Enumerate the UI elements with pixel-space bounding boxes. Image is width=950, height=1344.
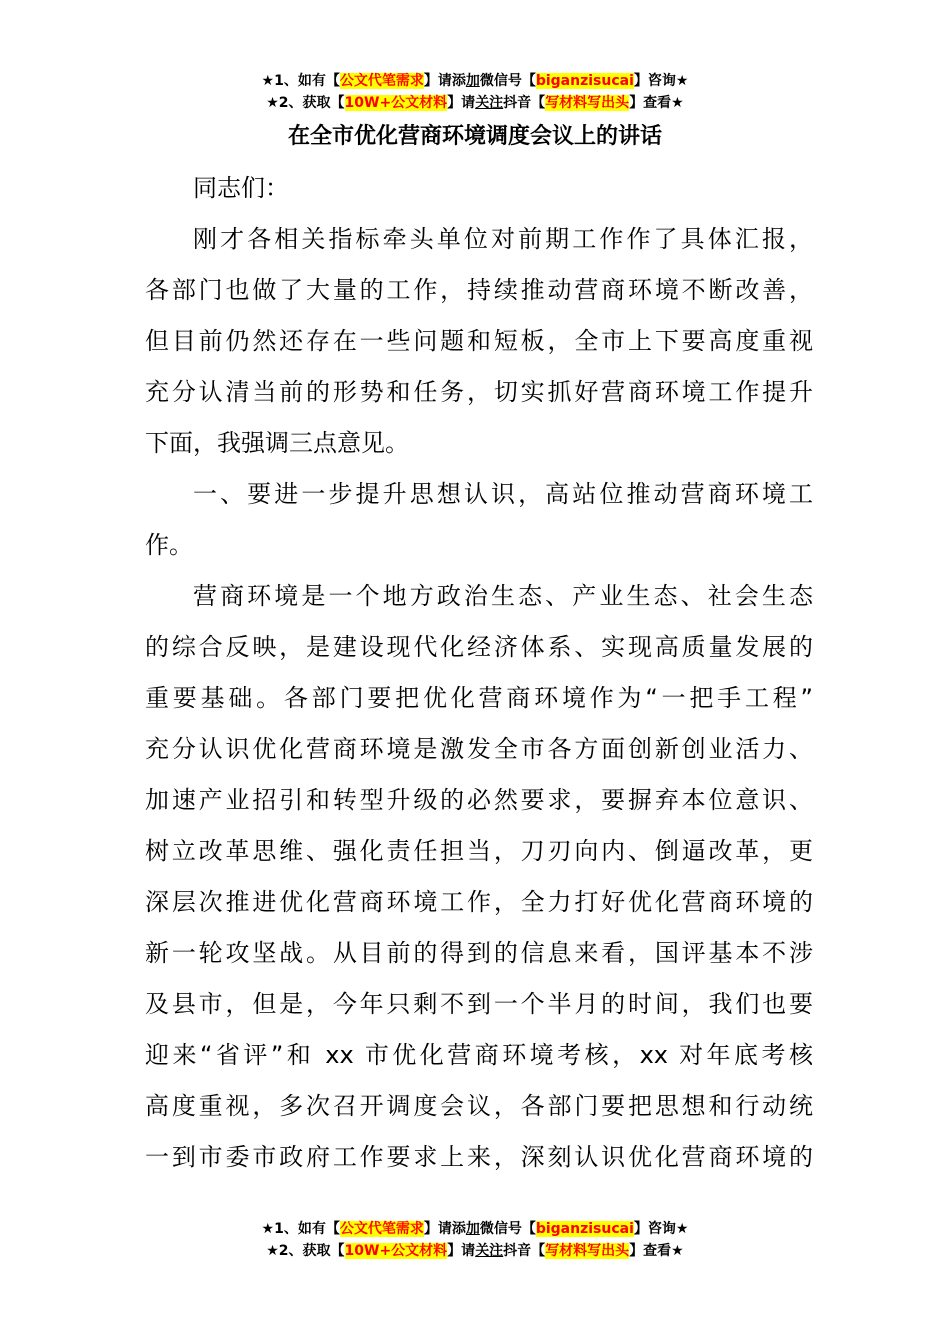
paragraph-line: 深层次推进优化营商环境工作，全力打好优化营商环境的 — [145, 888, 813, 916]
promo-underlined-text: 关注 — [475, 95, 504, 111]
promo-text: 微信号【 — [479, 1221, 536, 1237]
promo-text: 】咨询★ — [633, 1221, 689, 1237]
promo-text: ★2、获取【 — [266, 1243, 345, 1259]
promo-text: ★1、如有【 — [261, 1221, 340, 1237]
promo-highlight: 10W+公文材料 — [344, 1243, 448, 1259]
promo-line-1 — [0, 1218, 950, 1240]
paragraph-line: 营商环境是一个地方政治生态、产业生态、社会生态 — [193, 582, 813, 610]
paragraph-line: 充分认清当前的形势和任务，切实抓好营商环境工作提升 — [145, 378, 813, 406]
promo-highlight: 10W+公文材料 — [344, 95, 448, 111]
promo-text: 微信号【 — [479, 73, 536, 89]
paragraph-line: 下面，我强调三点意见。 — [145, 429, 409, 457]
promo-text: 】请添 — [423, 1221, 466, 1237]
section-heading-line: 作。 — [145, 531, 193, 559]
paragraph-line: 高度重视，多次召开调度会议，各部门要把思想和行动统 — [145, 1092, 813, 1120]
header-promo-banner — [0, 70, 950, 114]
promo-highlight: 公文代笔需求 — [339, 73, 424, 89]
document-body — [145, 163, 813, 1183]
promo-highlight: biganzisucai — [535, 73, 634, 89]
promo-highlight: 公文代笔需求 — [339, 1221, 424, 1237]
promo-text: ★1、如有【 — [261, 73, 340, 89]
promo-line-1 — [0, 70, 950, 92]
promo-highlight: 写材料写出头 — [545, 95, 630, 111]
section-heading-line: 一、要进一步提升思想认识，高站位推动营商环境工 — [193, 480, 813, 508]
promo-underlined-text: 加 — [465, 73, 480, 89]
promo-text: 抖音【 — [503, 95, 546, 111]
promo-text: 】请添 — [423, 73, 466, 89]
paragraph-line: 新一轮攻坚战。从目前的得到的信息来看，国评基本不涉 — [145, 939, 813, 967]
promo-text: ★2、获取【 — [266, 95, 345, 111]
promo-text: 】查看★ — [629, 95, 684, 111]
footer-promo-banner — [0, 1218, 950, 1262]
document-title: 在全市优化营商环境调度会议上的讲话 — [287, 124, 662, 149]
paragraph-line: 充分认识优化营商环境是激发全市各方面创新创业活力、 — [145, 735, 813, 763]
paragraph-line: 树立改革思维、强化责任担当，刀刃向内、倒逼改革，更 — [145, 837, 813, 865]
paragraph-line: 一到市委市政府工作要求上来，深刻认识优化营商环境的 — [145, 1143, 813, 1171]
promo-underlined-text: 加 — [465, 1221, 480, 1237]
paragraph-line: 但目前仍然还存在一些问题和短板，全市上下要高度重视 — [145, 327, 813, 355]
paragraph-line: 加速产业招引和转型升级的必然要求，要摒弃本位意识、 — [145, 786, 813, 814]
promo-text: 抖音【 — [503, 1243, 546, 1259]
promo-text: 】请 — [447, 95, 476, 111]
paragraph-line: 重要基础。各部门要把优化营商环境作为“一把手工程” — [145, 684, 813, 712]
paragraph-line: 的综合反映，是建设现代化经济体系、实现高质量发展的 — [145, 633, 813, 661]
promo-text: 】查看★ — [629, 1243, 684, 1259]
paragraph-line: 迎来“省评”和 xx 市优化营商环境考核，xx 对年底考核 — [145, 1041, 813, 1069]
promo-line-2 — [0, 1240, 950, 1262]
paragraph-line: 及县市，但是，今年只剩不到一个半月的时间，我们也要 — [145, 990, 813, 1018]
paragraph-line: 各部门也做了大量的工作，持续推动营商环境不断改善， — [145, 276, 813, 304]
promo-line-2 — [0, 92, 950, 114]
promo-underlined-text: 关注 — [475, 1243, 504, 1259]
promo-text: 】咨询★ — [633, 73, 689, 89]
promo-highlight: 写材料写出头 — [545, 1243, 630, 1259]
promo-highlight: biganzisucai — [535, 1221, 634, 1237]
paragraph-line: 刚才各相关指标牵头单位对前期工作作了具体汇报， — [193, 225, 813, 253]
salutation: 同志们： — [193, 174, 289, 202]
promo-text: 】请 — [447, 1243, 476, 1259]
